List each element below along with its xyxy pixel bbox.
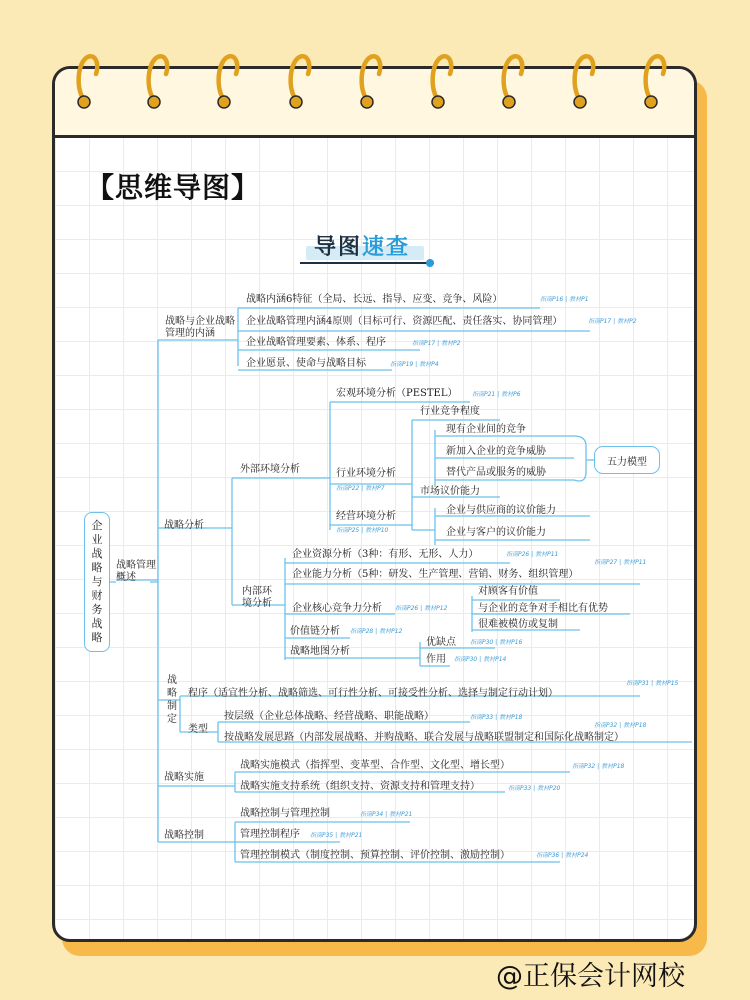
node-hard-to-imitate: 很难被模仿或复制 — [478, 619, 558, 630]
binder-ring-icon — [286, 52, 312, 116]
ref-management-elements: 指南P17 | 教材P2 — [412, 340, 461, 347]
binder-ring-icon — [428, 52, 454, 116]
overview-node: 战略管理概述 — [116, 560, 156, 583]
node-industry-analysis: 行业环境分析 — [336, 468, 396, 479]
node-support-system: 战略实施支持系统（组织支持、资源支持和管理支持） — [240, 781, 480, 792]
node-resource-analysis: 企业资源分析（3种：有形、无形、人力） — [292, 549, 479, 560]
root-node — [84, 512, 110, 652]
ref-core-competence: 指南P26 | 教材P12 — [395, 605, 448, 612]
ref-operating-analysis: 指南P25 | 教材P10 — [336, 527, 389, 534]
ref-support-system: 指南P33 | 教材P20 — [508, 785, 561, 792]
node-pros-cons: 优缺点 — [426, 637, 456, 648]
node-macro-analysis: 宏观环境分析（PESTEL） — [336, 388, 458, 399]
branch-strategy-control: 战略控制 — [164, 830, 204, 841]
subtitle — [314, 230, 410, 261]
branch-strategy-implementation: 战略实施 — [164, 772, 204, 783]
ref-industry-analysis: 指南P22 | 教材P7 — [336, 485, 385, 492]
ref-value-chain: 指南P28 | 教材P12 — [350, 628, 403, 635]
five-forces-label: 五力模型 — [607, 456, 647, 468]
ref-vision-mission: 指南P19 | 教材P4 — [390, 361, 439, 368]
subtitle-block — [300, 230, 440, 270]
node-external-analysis: 外部环境分析 — [240, 464, 300, 475]
ref-management-principles: 指南P17 | 教材P2 — [588, 318, 637, 325]
node-by-level: 按层级（企业总体战略、经营战略、职能战略） — [224, 711, 434, 722]
ref-strategy-features: 指南P16 | 教材P1 — [540, 296, 589, 303]
node-customer-bargaining: 企业与客户的议价能力 — [446, 527, 546, 538]
node-vision-mission: 企业愿景、使命与战略目标 — [246, 358, 366, 369]
node-supplier-bargaining: 企业与供应商的议价能力 — [446, 505, 556, 516]
binder-ring-icon — [641, 52, 667, 116]
subtitle-underline — [300, 262, 434, 264]
node-strategy-features: 战略内涵6特征（全局、长远、指导、应变、竞争、风险） — [246, 294, 503, 305]
watermark-text: @正保会计网校 — [496, 961, 685, 992]
node-implementation-mode: 战略实施模式（指挥型、变革型、合作型、文化型、增长型） — [240, 760, 510, 771]
ref-by-level: 指南P33 | 教材P18 — [470, 714, 523, 721]
node-by-development: 按战略发展思路（内部发展战略、并购战略、联合发展与战略联盟制定和国际化战略制定） — [224, 732, 624, 743]
ref-capability-analysis: 指南P27 | 教材P11 — [594, 559, 647, 566]
node-competitive-advantage: 与企业的竞争对手相比有优势 — [478, 603, 608, 614]
subtitle-dot — [426, 259, 434, 267]
node-operating-analysis: 经营环境分析 — [336, 511, 396, 522]
binder-ring-icon — [499, 52, 525, 116]
ref-control-mode: 指南P36 | 教材P24 — [536, 852, 589, 859]
five-forces-box — [594, 446, 660, 474]
ref-by-development: 指南P32 | 教材P18 — [594, 722, 647, 729]
binder-ring-icon — [74, 52, 100, 116]
node-control-mode: 管理控制模式（制度控制、预算控制、评价控制、激励控制） — [240, 850, 510, 861]
branch-strategy-analysis: 战略分析 — [164, 520, 204, 531]
node-function: 作用 — [426, 654, 446, 665]
node-bargaining-power: 市场议价能力 — [420, 486, 480, 497]
binder-ring-icon — [570, 52, 596, 116]
ref-macro-analysis: 指南P21 | 教材P6 — [472, 391, 521, 398]
binder-ring-icon — [357, 52, 383, 116]
node-core-competence: 企业核心竞争力分析 — [292, 603, 382, 614]
node-procedure: 程序（适宜性分析、战略筛选、可行性分析、可接受性分析、选择与制定行动计划） — [188, 688, 558, 699]
subtitle-part1: 导图 — [314, 235, 363, 260]
binder-ring-icon — [214, 52, 240, 116]
node-substitute-threat: 替代产品或服务的威胁 — [446, 467, 546, 478]
ref-procedure: 指南P31 | 教材P15 — [626, 680, 679, 687]
node-capability-analysis: 企业能力分析（5种：研发、生产管理、营销、财务、组织管理） — [292, 569, 579, 580]
node-management-elements: 企业战略管理要素、体系、程序 — [246, 337, 386, 348]
page-title: 【思维导图】 — [86, 171, 261, 204]
subtitle-part2: 速查 — [362, 235, 411, 260]
node-new-entrant-threat: 新加入企业的竞争威胁 — [446, 446, 546, 457]
node-value-chain: 价值链分析 — [290, 626, 340, 637]
ref-resource-analysis: 指南P26 | 教材P11 — [506, 551, 559, 558]
root-label: 企业战略与财务战略 — [91, 519, 103, 644]
node-internal-analysis: 内部环境分析 — [242, 586, 272, 609]
ref-pros-cons: 指南P30 | 教材P16 — [470, 639, 523, 646]
node-strategy-map: 战略地图分析 — [290, 646, 350, 657]
ref-control-procedure: 指南P35 | 教材P21 — [310, 832, 363, 839]
node-existing-competition: 现有企业间的竞争 — [446, 424, 526, 435]
binder-ring-icon — [144, 52, 170, 116]
node-types: 类型 — [188, 724, 208, 735]
branch-strategy-formulation: 战略制定 — [167, 675, 177, 725]
branch-strategy-concept: 战略与企业战略管理的内涵 — [165, 316, 235, 339]
node-control-management: 战略控制与管理控制 — [240, 808, 330, 819]
node-customer-value: 对顾客有价值 — [478, 586, 538, 597]
ref-control-management: 指南P34 | 教材P21 — [360, 811, 413, 818]
node-industry-competition: 行业竞争程度 — [420, 406, 480, 417]
node-control-procedure: 管理控制程序 — [240, 829, 300, 840]
node-management-principles: 企业战略管理内涵4原则（目标可行、资源匹配、责任落实、协同管理） — [246, 316, 563, 327]
ref-function: 指南P30 | 教材P14 — [454, 656, 507, 663]
ref-implementation-mode: 指南P32 | 教材P18 — [572, 763, 625, 770]
